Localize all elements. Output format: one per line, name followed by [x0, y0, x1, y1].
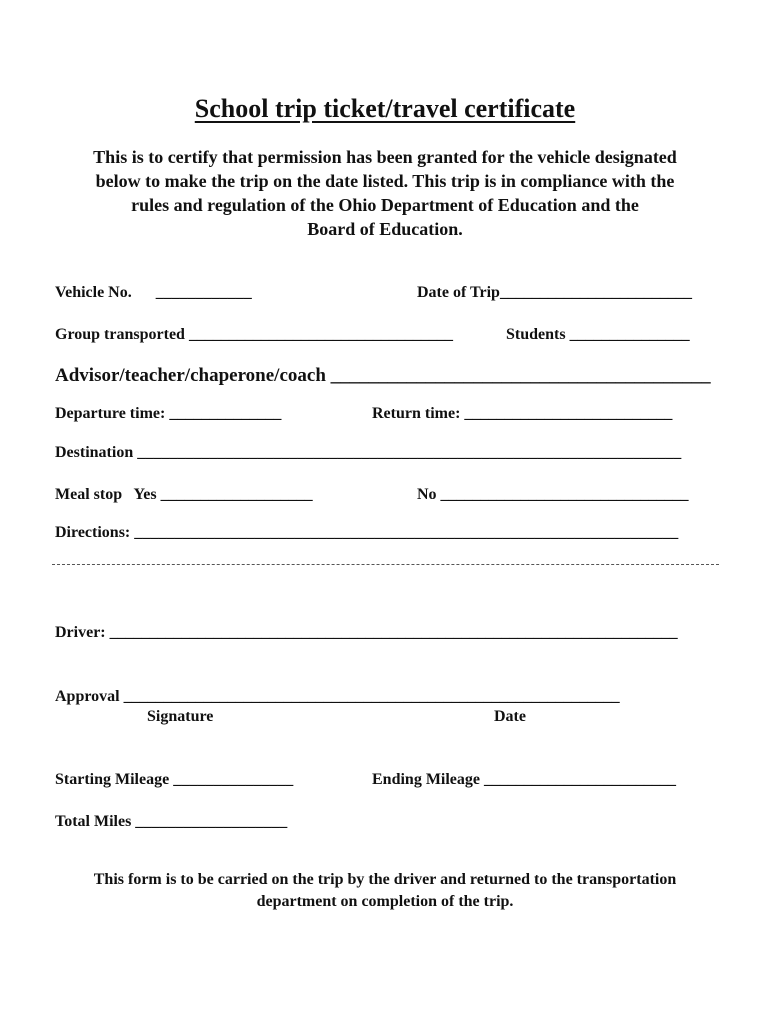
- group-transported-field[interactable]: Group transported _________________________________: [55, 326, 453, 343]
- footer-note: [30, 869, 740, 913]
- destination-field[interactable]: Destination ____________________________________________________________________: [55, 444, 682, 461]
- vehicle-no-field[interactable]: Vehicle No. ____________: [55, 284, 252, 301]
- starting-mileage-field[interactable]: Starting Mileage _______________: [55, 771, 294, 788]
- intro-line: Board of Education.: [307, 219, 463, 239]
- dashed-separator: [52, 564, 719, 565]
- approval-field[interactable]: Approval ______________________________________________________________: [55, 688, 620, 705]
- date-label: Date: [494, 708, 526, 725]
- intro-line: This is to certify that permission has been granted for the vehicle designated: [93, 147, 677, 167]
- departure-time-field[interactable]: Departure time: ______________: [55, 405, 282, 422]
- date-of-trip-field[interactable]: Date of Trip________________________: [417, 284, 692, 301]
- intro-line: below to make the trip on the date listed. This trip is in compliance with the: [95, 171, 675, 191]
- meal-stop-yes-field[interactable]: Meal stop Yes ___________________: [55, 486, 313, 503]
- footer-line: This form is to be carried on the trip by the driver and returned to the transportation: [93, 871, 677, 888]
- ending-mileage-field[interactable]: Ending Mileage ________________________: [372, 771, 677, 788]
- certification-statement: [40, 145, 730, 241]
- footer-line: department on completion of the trip.: [256, 893, 514, 910]
- intro-line: rules and regulation of the Ohio Department of Education and the: [131, 195, 639, 215]
- driver-field[interactable]: Driver: _______________________________________________________________________: [55, 624, 678, 641]
- form-title: School trip ticket/travel certificate: [194, 94, 576, 123]
- return-time-field[interactable]: Return time: __________________________: [372, 405, 673, 422]
- signature-label: Signature: [147, 708, 214, 725]
- advisor-field[interactable]: Advisor/teacher/chaperone/coach ________________________________________: [55, 365, 711, 386]
- meal-stop-no-field[interactable]: No _______________________________: [417, 486, 689, 503]
- total-miles-field[interactable]: Total Miles ___________________: [55, 813, 288, 830]
- students-field[interactable]: Students _______________: [506, 326, 690, 343]
- directions-field[interactable]: Directions: ____________________________________________________________________: [55, 524, 679, 541]
